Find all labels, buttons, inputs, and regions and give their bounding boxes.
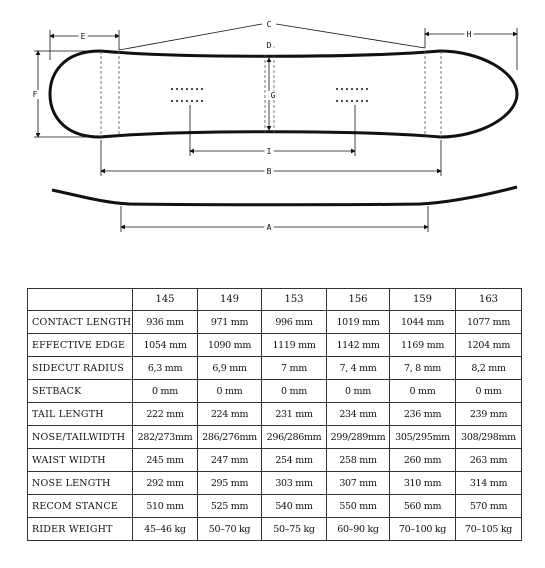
spec-cell: 0 mm	[262, 380, 327, 403]
row-label: SIDECUT RADIUS	[28, 357, 133, 380]
spec-cell: 222 mm	[133, 403, 198, 426]
dim-label-h: H	[466, 30, 472, 39]
size-header: 156	[327, 289, 390, 311]
spec-cell: 282/273mm	[133, 426, 198, 449]
spec-row-recom-stance	[28, 495, 522, 518]
spec-cell: 510 mm	[133, 495, 198, 518]
spec-cell: 6,3 mm	[133, 357, 198, 380]
spec-cell: 1119 mm	[262, 334, 327, 357]
spec-cell: 1090 mm	[198, 334, 262, 357]
spec-cell: 299/289mm	[327, 426, 390, 449]
spec-cell: 1142 mm	[327, 334, 390, 357]
spec-cell: 236 mm	[390, 403, 456, 426]
spec-cell: 560 mm	[390, 495, 456, 518]
spec-cell: 314 mm	[456, 472, 522, 495]
spec-cell: 254 mm	[262, 449, 327, 472]
spec-cell: 540 mm	[262, 495, 327, 518]
spec-cell: 936 mm	[133, 311, 198, 334]
spec-cell: 8,2 mm	[456, 357, 522, 380]
row-label: RECOM STANCE	[28, 495, 133, 518]
size-header: 145	[133, 289, 198, 311]
spec-cell: 525 mm	[198, 495, 262, 518]
spec-row-sidecut-radius	[28, 357, 522, 380]
spec-row-effective-edge	[28, 334, 522, 357]
spec-cell: 1204 mm	[456, 334, 522, 357]
spec-cell: 996 mm	[262, 311, 327, 334]
spec-cell: 70–100 kg	[390, 518, 456, 541]
spec-cell: 971 mm	[198, 311, 262, 334]
spec-cell: 305/295mm	[390, 426, 456, 449]
header-corner-cell	[28, 289, 133, 311]
dim-label-b: B	[266, 167, 272, 176]
spec-cell: 70–105 kg	[456, 518, 522, 541]
row-label: TAIL LENGTH	[28, 403, 133, 426]
row-label: SETBACK	[28, 380, 133, 403]
spec-row-waist-width	[28, 449, 522, 472]
spec-cell: 6,9 mm	[198, 357, 262, 380]
board-side-profile	[52, 187, 517, 205]
row-label: CONTACT LENGTH	[28, 311, 133, 334]
spec-row-contact-length	[28, 311, 522, 334]
spec-cell: 296/286mm	[262, 426, 327, 449]
dim-label-a: A	[266, 223, 272, 232]
row-label: WAIST WIDTH	[28, 449, 133, 472]
row-label: NOSE/TAILWIDTH	[28, 426, 133, 449]
spec-row-nose-length	[28, 472, 522, 495]
spec-row-rider-weight	[28, 518, 522, 541]
spec-cell: 292 mm	[133, 472, 198, 495]
spec-cell: 303 mm	[262, 472, 327, 495]
spec-cell: 224 mm	[198, 403, 262, 426]
spec-cell: 0 mm	[198, 380, 262, 403]
spec-cell: 7, 8 mm	[390, 357, 456, 380]
binding-inserts-right	[336, 88, 368, 102]
size-header: 159	[390, 289, 456, 311]
snowboard-dimension-diagram	[0, 0, 545, 260]
spec-cell: 307 mm	[327, 472, 390, 495]
dim-label-f: F	[32, 90, 38, 99]
spec-cell: 0 mm	[133, 380, 198, 403]
spec-cell: 1044 mm	[390, 311, 456, 334]
spec-cell: 7, 4 mm	[327, 357, 390, 380]
spec-cell: 1169 mm	[390, 334, 456, 357]
spec-cell: 50–70 kg	[198, 518, 262, 541]
spec-cell: 50–75 kg	[262, 518, 327, 541]
spec-cell: 310 mm	[390, 472, 456, 495]
row-label: EFFECTIVE EDGE	[28, 334, 133, 357]
spec-cell: 258 mm	[327, 449, 390, 472]
spec-header-row	[28, 289, 522, 311]
binding-inserts-left	[171, 88, 203, 102]
spec-cell: 286/276mm	[198, 426, 262, 449]
spec-cell: 7 mm	[262, 357, 327, 380]
size-header: 153	[262, 289, 327, 311]
spec-cell: 239 mm	[456, 403, 522, 426]
spec-cell: 1054 mm	[133, 334, 198, 357]
spec-cell: 0 mm	[327, 380, 390, 403]
dim-label-g: G	[270, 91, 276, 100]
spec-cell: 295 mm	[198, 472, 262, 495]
spec-cell: 247 mm	[198, 449, 262, 472]
row-label: NOSE LENGTH	[28, 472, 133, 495]
spec-cell: 234 mm	[327, 403, 390, 426]
spec-cell: 263 mm	[456, 449, 522, 472]
spec-row-nose-tail-width	[28, 426, 522, 449]
spec-cell: 570 mm	[456, 495, 522, 518]
dim-label-d: D	[266, 41, 272, 50]
spec-cell: 45–46 kg	[133, 518, 198, 541]
dim-label-i: I	[266, 147, 272, 156]
board-top-outline	[50, 51, 517, 137]
size-header: 163	[456, 289, 522, 311]
spec-table	[27, 288, 522, 541]
row-label: RIDER WEIGHT	[28, 518, 133, 541]
dim-label-e: E	[80, 32, 86, 41]
spec-cell: 1077 mm	[456, 311, 522, 334]
spec-cell: 308/298mm	[456, 426, 522, 449]
spec-cell: 260 mm	[390, 449, 456, 472]
spec-cell: 0 mm	[390, 380, 456, 403]
spec-row-setback	[28, 380, 522, 403]
spec-cell: 550 mm	[327, 495, 390, 518]
spec-cell: 0 mm	[456, 380, 522, 403]
spec-cell: 231 mm	[262, 403, 327, 426]
spec-cell: 1019 mm	[327, 311, 390, 334]
spec-cell: 245 mm	[133, 449, 198, 472]
spec-cell: 60–90 kg	[327, 518, 390, 541]
dim-label-c: C	[266, 20, 272, 29]
spec-row-tail-length	[28, 403, 522, 426]
size-header: 149	[198, 289, 262, 311]
